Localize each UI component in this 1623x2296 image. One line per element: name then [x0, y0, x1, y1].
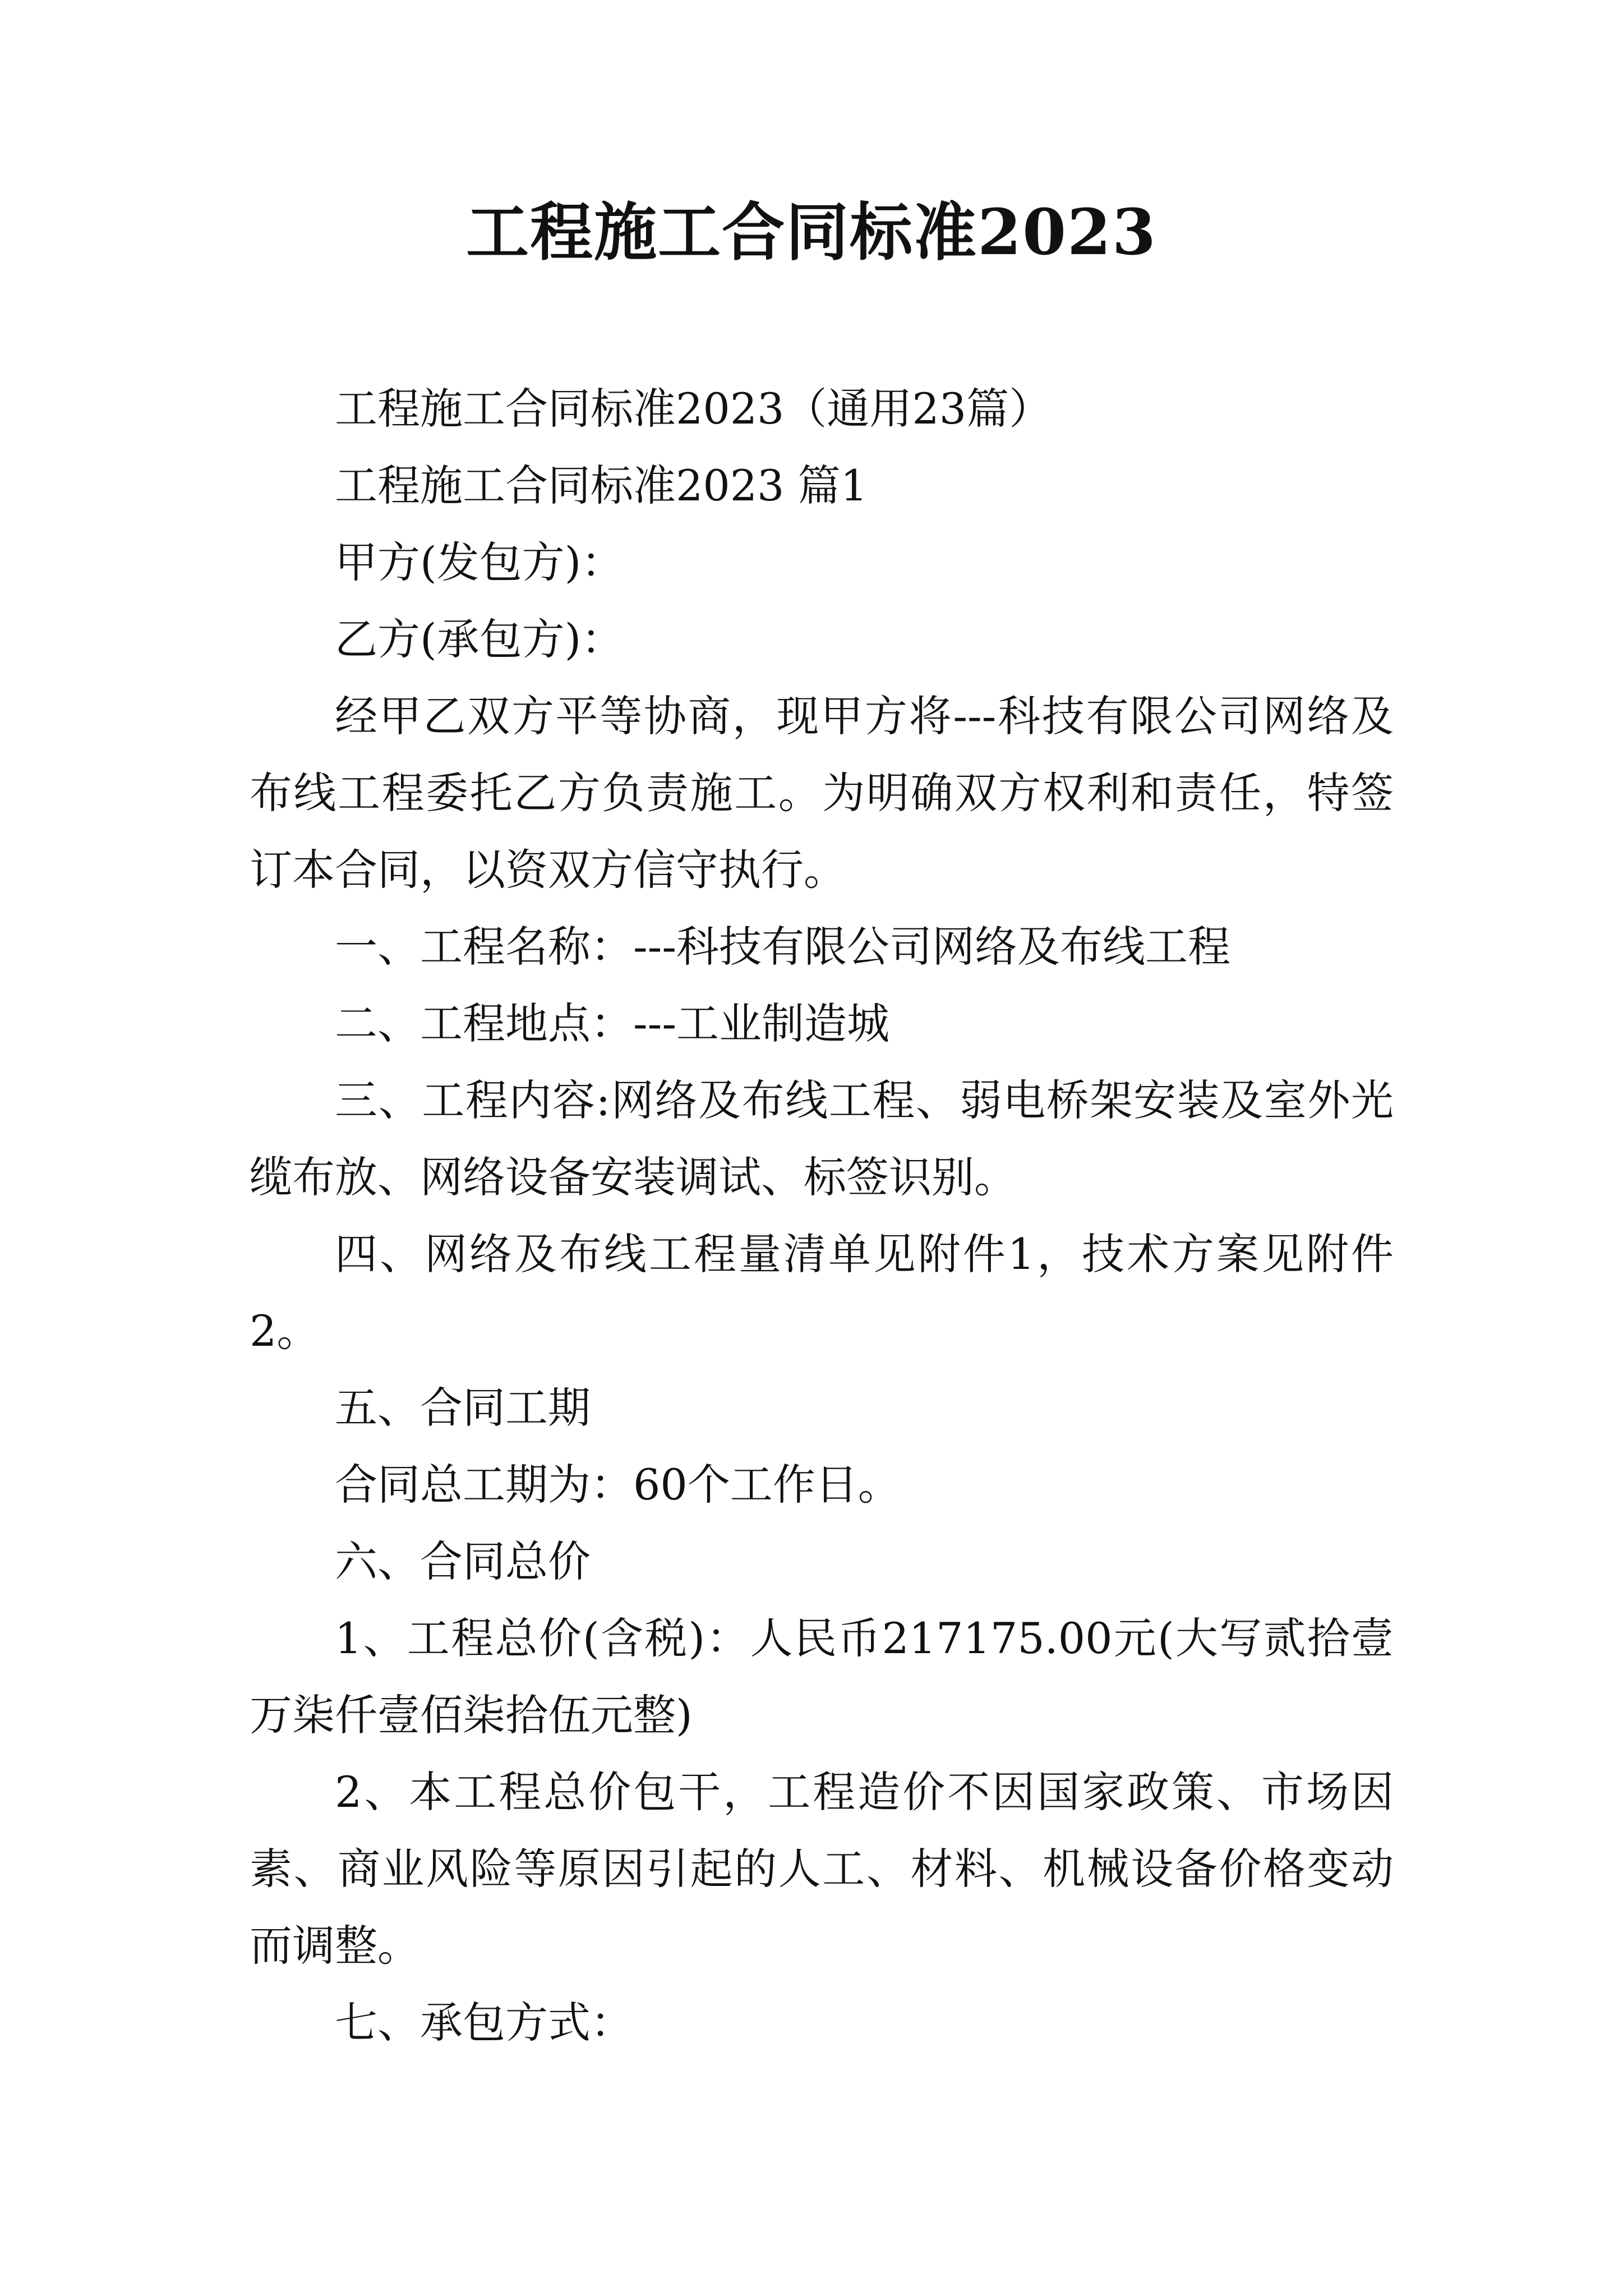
paragraph: 1、工程总价(含税)：人民币217175.00元(大写贰拾壹万柒仟壹佰柒拾伍元整) [250, 1613, 1394, 1740]
paragraph: 工程施工合同标准2023（通用23篇） [335, 384, 1052, 434]
paragraph: 五、合同工期 [335, 1383, 591, 1433]
paragraph: 经甲乙双方平等协商，现甲方将---科技有限公司网络及布线工程委托乙方负责施工。为明确双方权利和责任，特签订本合同，以资双方信守执行。 [250, 691, 1394, 895]
paragraph: 一、工程名称：---科技有限公司网络及布线工程 [335, 922, 1231, 972]
paragraph: 三、工程内容:网络及布线工程、弱电桥架安装及室外光缆布放、网络设备安装调试、标签识别。 [250, 1075, 1394, 1202]
paragraph: 七、承包方式： [335, 1998, 633, 2047]
paragraph: 乙方(承包方)： [335, 614, 624, 664]
document-title: 工程施工合同标准2023 [466, 196, 1157, 269]
paragraph: 二、工程地点：---工业制造城 [335, 999, 890, 1048]
document-body [250, 370, 1394, 2061]
paragraph: 2、本工程总价包干，工程造价不因国家政策、市场因素、商业风险等原因引起的人工、材料、机械设备价格变动而调整。 [250, 1767, 1394, 1971]
paragraph: 合同总工期为：60个工作日。 [335, 1460, 901, 1510]
paragraph: 工程施工合同标准2023 篇1 [335, 461, 868, 510]
paragraph: 六、合同总价 [335, 1536, 591, 1586]
paragraph: 甲方(发包方)： [335, 537, 624, 587]
paragraph: 四、网络及布线工程量清单见附件1，技术方案见附件2。 [250, 1229, 1394, 1356]
